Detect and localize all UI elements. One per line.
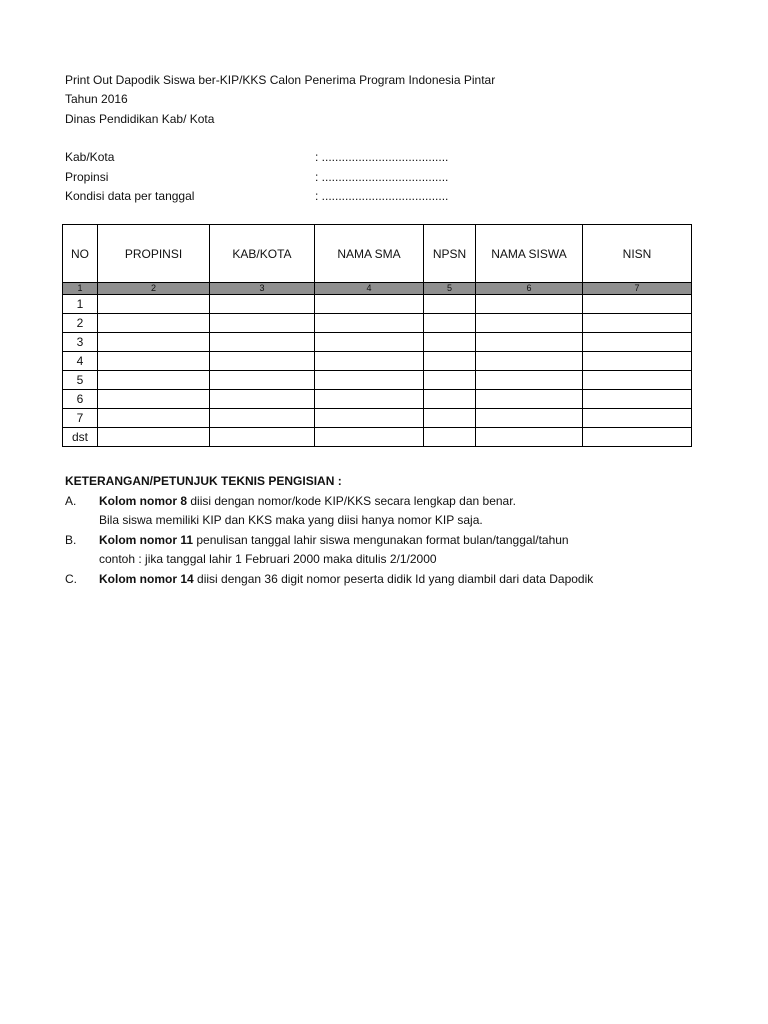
table-cell: [583, 409, 692, 428]
row-number: 4: [63, 352, 98, 371]
column-number: 4: [315, 283, 424, 295]
row-number: 1: [63, 295, 98, 314]
table-cell: [424, 314, 476, 333]
table-cell: [476, 295, 583, 314]
table-cell: [476, 352, 583, 371]
column-number: 7: [583, 283, 692, 295]
table-cell: [424, 371, 476, 390]
table-cell: [210, 428, 315, 447]
field-propinsi: [65, 169, 465, 185]
instruction-item-c: [65, 570, 705, 590]
table-cell: [98, 314, 210, 333]
table-cell: [98, 333, 210, 352]
table-cell: [476, 409, 583, 428]
field-blank: : ......................................: [315, 189, 449, 203]
instruction-continuation: contoh : jika tanggal lahir 1 Februari 2000 maka ditulis 2/1/2000: [99, 552, 437, 566]
instructions-title: KETERANGAN/PETUNJUK TEKNIS PENGISIAN :: [65, 474, 342, 488]
table-row: [63, 295, 692, 314]
table-cell: [315, 314, 424, 333]
table-cell: [210, 333, 315, 352]
column-number: 5: [424, 283, 476, 295]
instruction-text: penulisan tanggal lahir siswa mengunakan format bulan/tanggal/tahun: [193, 532, 569, 547]
field-kab-kota: [65, 149, 465, 165]
table-cell: [583, 428, 692, 447]
table-cell: [315, 333, 424, 352]
table-cell: [583, 333, 692, 352]
table-cell: [424, 409, 476, 428]
column-header-nama-sma: NAMA SMA: [315, 225, 424, 283]
instruction-item-a: [65, 492, 705, 531]
column-header-nama-siswa: NAMA SISWA: [476, 225, 583, 283]
column-number: 6: [476, 283, 583, 295]
table-cell: [476, 333, 583, 352]
column-header-propinsi: PROPINSI: [98, 225, 210, 283]
table-cell: [98, 295, 210, 314]
table-cell: [424, 333, 476, 352]
column-header-npsn: NPSN: [424, 225, 476, 283]
field-label: Kab/Kota: [65, 150, 115, 164]
table-cell: [98, 428, 210, 447]
table-cell: [476, 314, 583, 333]
table-cell: [210, 314, 315, 333]
table-cell: [210, 390, 315, 409]
instruction-letter: A.: [65, 493, 77, 508]
column-number-row: [63, 283, 692, 295]
table-cell: [98, 371, 210, 390]
field-label: Kondisi data per tanggal: [65, 189, 195, 203]
table-cell: [315, 295, 424, 314]
row-number: 5: [63, 371, 98, 390]
table-row: [63, 409, 692, 428]
table-cell: [424, 390, 476, 409]
instruction-letter: C.: [65, 571, 77, 586]
table-row: [63, 333, 692, 352]
row-number: 6: [63, 390, 98, 409]
table-cell: [583, 390, 692, 409]
table-row: [63, 352, 692, 371]
field-blank: : ......................................: [315, 150, 449, 164]
table-cell: [315, 428, 424, 447]
table-cell: [315, 352, 424, 371]
instructions-section: [65, 472, 705, 589]
field-kondisi-tanggal: [65, 188, 465, 204]
table-cell: [210, 409, 315, 428]
table-cell: [476, 390, 583, 409]
instruction-column-ref: Kolom nomor 11: [99, 532, 194, 547]
table-cell: [98, 390, 210, 409]
instruction-column-ref: Kolom nomor 14: [99, 571, 194, 586]
table-cell: [210, 352, 315, 371]
instruction-continuation: Bila siswa memiliki KIP dan KKS maka yang diisi hanya nomor KIP saja.: [99, 513, 483, 527]
table-cell: [583, 371, 692, 390]
instruction-letter: B.: [65, 532, 77, 547]
table-cell: [315, 409, 424, 428]
column-header-kab-kota: KAB/KOTA: [210, 225, 315, 283]
table-cell: [583, 352, 692, 371]
table-row: [63, 314, 692, 333]
row-number: 7: [63, 409, 98, 428]
row-number: 3: [63, 333, 98, 352]
table-row: [63, 390, 692, 409]
column-number: 1: [63, 283, 98, 295]
row-number: 2: [63, 314, 98, 333]
document-title: Print Out Dapodik Siswa ber-KIP/KKS Calon Penerima Program Indonesia Pintar: [65, 73, 496, 87]
instruction-text: diisi dengan 36 digit nomor peserta didik Id yang diambil dari data Dapodik: [193, 571, 594, 586]
table-cell: [583, 295, 692, 314]
field-label: Propinsi: [65, 170, 109, 184]
table-header-row: [63, 225, 692, 283]
document-year: Tahun 2016: [65, 92, 128, 106]
instruction-item-b: [65, 531, 705, 570]
student-table: [62, 224, 692, 447]
table-row: [63, 371, 692, 390]
table-cell: [424, 428, 476, 447]
column-header-nisn: NISN: [583, 225, 692, 283]
instruction-column-ref: Kolom nomor 8: [99, 493, 188, 508]
table-row: [63, 428, 692, 447]
table-cell: [98, 352, 210, 371]
column-number: 2: [98, 283, 210, 295]
table-cell: [476, 428, 583, 447]
table-cell: [583, 314, 692, 333]
document-office: Dinas Pendidikan Kab/ Kota: [65, 112, 215, 126]
table-cell: [424, 352, 476, 371]
table-cell: [315, 371, 424, 390]
table-cell: [98, 409, 210, 428]
table-cell: [210, 371, 315, 390]
table-cell: [424, 295, 476, 314]
field-blank: : ......................................: [315, 170, 449, 184]
column-number: 3: [210, 283, 315, 295]
instruction-text: diisi dengan nomor/kode KIP/KKS secara lengkap dan benar.: [187, 493, 516, 508]
row-number: dst: [63, 428, 98, 447]
table-cell: [476, 371, 583, 390]
table-cell: [315, 390, 424, 409]
table-cell: [210, 295, 315, 314]
column-header-no: NO: [63, 225, 98, 283]
